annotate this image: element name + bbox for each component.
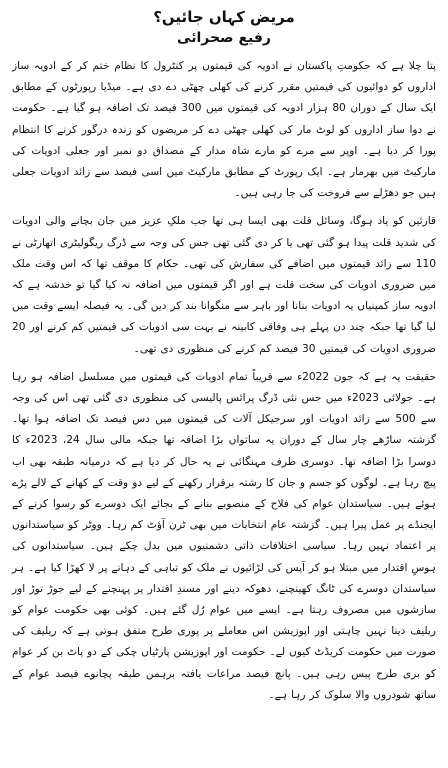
article-paragraph-3: حقیقت یہ ہے کہ جون 2022ء سے قریباً تمام ادویات کی قیمتوں میں مسلسل اضافہ ہو رہا ہے۔ جولائی 2023ء میں جس نئی ڈرگ پرائس پالیسی کی منظوری دی گئی تھی اس کی وجہ سے 500 سے زائد ادویات اور سرجیکل آلات کی قیمتوں میں دس فیصد تک اضافہ ہوا تھا۔ گزشتہ ساڑھے چار سال کے دوران یہ ساتواں بڑا اضافہ تھا جبکہ مالی سال 24، 2023ء کا دوسرا بڑا اضافہ تھا۔ دوسری طرف مہنگائی نے یہ حال کر دیا ہے کہ درمیانہ طبقہ بھی اب پیچ رہا ہے۔ لوگوں کو جسم و جان کا رشتہ برقرار رکھنے کے لیے دو وقت کے کھانے کے لالے پڑے ہوئے ہیں۔ سیاستدان عوام کی فلاح کے منصوبے بنانے کے بجائے ایک دوسرے کو رسوا کرنے کے ایجنڈے پر عمل پیرا ہیں۔ گزشتہ عام انتخابات میں بھی ٹرن آؤٹ کم رہا۔ ووٹر کو سیاستدانوں پر اعتماد نہیں رہا۔ سیاسی اختلافات ذاتی دشمنیوں میں بدل چکے ہیں۔ سیاستدانوں کی ہوسِ اقتدار میں مبتلا ہو کر آپس کی لڑائیوں نے ملک کو تباہی کے دہانے پر لا کھڑا کیا ہے۔ ہر سیاستدان دوسرے کی ٹانگ کھینچنے، دھوکہ دینے اور مسندِ اقتدار پر پہنچنے کے لیے جوڑ توڑ اور سازشوں میں مصروف رہتا ہے۔ ایسے میں عوام رُل گئے ہیں۔ کوئی بھی حکومت عوام کو ریلیف دینا نہیں چاہتی اور اپوزیشن اس معاملے پر پوری طرح متفق ہوتی ہے کہ ریلیف کی صورت میں حکومت کریڈٹ کیوں لے۔ حکومت اور اپوزیشن پارٹیاں چکی کے دو پاٹ بن کر عوام کو بری طرح پیس رہی ہیں۔ پانچ فیصد مراعات یافتہ برہمن طبقہ پچانوے فیصد عوام کے ساتھ شودروں والا سلوک کر رہا ہے۔	[12, 370, 437, 701]
article-paragraph-2: قارئین کو یاد ہوگا، وسائل قلت بھی ایسا ہی تھا جب ملکِ عزیز میں جان بچانے والی ادویات کی شدید قلت پیدا ہو گئی تھی یا کر دی گئی تھی جس کی وجہ سے ڈرگ ریگولیٹری اتھارٹی نے 110 سے زائد قیمتوں میں اضافے کی سفارش کی تھی۔ حکام کا موقف تھا کہ اس وقت ملک میں ضروری ادویات کی سخت قلت ہے اور اگر قیمتوں میں اضافہ نہ کیا گیا تو خدشہ ہے کہ ادویہ ساز کمپنیاں یہ ادویات بنانا اور باہر سے منگوانا بند کر دیں گی۔ یہ فیصلہ ایسے وقت میں لیا گیا تھا جبکہ چند دن پہلے ہی وفاقی کابینہ نے بہت سی ادویات کی قیمتیں کم کرنے اور 20 ضروری ادویات کی قیمتیں 30 فیصد کم کرنے کی منظوری دی تھی۔	[12, 215, 436, 355]
article-title: مریض کہاں جائیں؟	[153, 8, 295, 26]
article-author: رفیع صحرائی	[177, 30, 271, 46]
article-paragraph-1: پتا چلا ہے کہ حکومتِ پاکستان نے ادویہ کی قیمتوں پر کنٹرول کا نظام ختم کر کے ادویہ ساز اداروں کو دوائیوں کی قیمتیں مقرر کرنے کی کھلی چھٹی دے دی ہے۔ میڈیا رپورٹوں کے مطابق ایک سال کے دوران 80 ہزار ادویہ کی قیمتوں میں 300 فیصد تک اضافہ ہو گیا ہے۔ حکومت نے دوا ساز اداروں کو لوٹ مار کی کھلی چھٹی دے کر مریضوں کو زندہ درگور کرنے کا انتظام پورا کر دیا ہے۔ اوپر سے مرے کو مارے شاہ مدار کے مصداق دو نمبر اور جعلی ادویات کی مارکیٹ میں بھرمار ہے۔ ایک رپورٹ کے مطابق مارکیٹ میں اسی فیصد سے زائد ادویات جعلی ہیں جو دھڑلے سے فروخت کی جا رہی ہیں۔	[12, 60, 436, 200]
